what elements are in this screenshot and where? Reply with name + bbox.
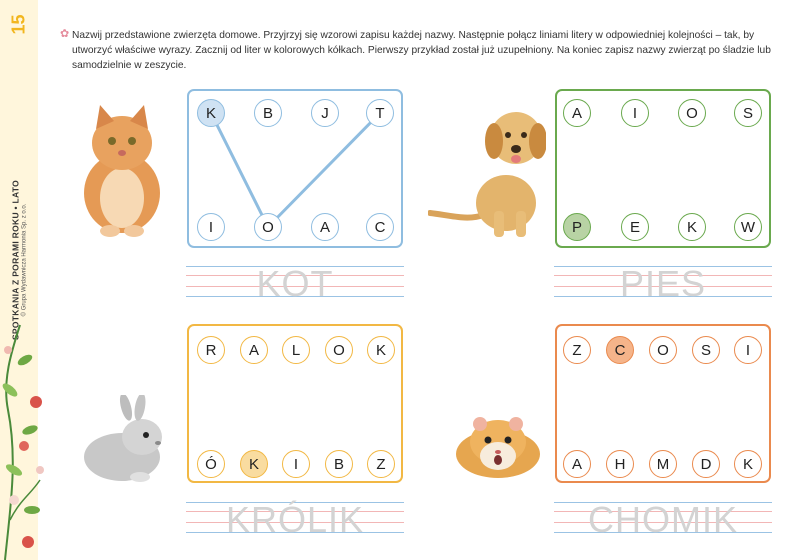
kot-letter-circle[interactable]: K xyxy=(197,99,225,127)
krolik-letter-circle[interactable]: B xyxy=(325,450,353,478)
bullet-icon: ✿ xyxy=(60,28,70,40)
chomik-letter-circle[interactable]: O xyxy=(649,336,677,364)
pies-letter-circle[interactable]: E xyxy=(621,213,649,241)
pies-trace-word: PIES xyxy=(619,263,707,304)
pies-letter-circle[interactable]: P xyxy=(563,213,591,241)
krolik-letter-circle[interactable]: L xyxy=(282,336,310,364)
series-label xyxy=(11,180,28,340)
pies-letter-circle[interactable]: A xyxy=(563,99,591,127)
chomik-letter-circle[interactable]: S xyxy=(692,336,720,364)
instruction-paragraph: Nazwij przedstawione zwierzęta domowe. Przyjrzyj się wzorowi zapisu każdej nazwy. Następnie połącz liniami litery w odpowiedniej kolejności – tak, by utworzyć właściwe wyrazy. Zacznij od liter w kolorowych kółkach. Pierwszy przykład został już uzupełniony. Na koniec zapisz nazwy zwierząt po śladzie lub samodzielnie w zeszycie. xyxy=(72,30,771,71)
pies-letter-circle[interactable]: I xyxy=(621,99,649,127)
flower-decoration-icon xyxy=(0,320,50,560)
chomik-letter-circle[interactable]: K xyxy=(734,450,762,478)
pies-letter-circle[interactable]: W xyxy=(734,213,762,241)
krolik-letter-circle[interactable]: K xyxy=(367,336,395,364)
chomik-letter-circle[interactable]: I xyxy=(734,336,762,364)
page-number: 15 xyxy=(8,14,29,35)
krolik-letter-circle[interactable]: K xyxy=(240,450,268,478)
kot-letter-circle[interactable]: C xyxy=(366,213,394,241)
chomik-trace-word: CHOMIK xyxy=(588,499,738,540)
kot-letter-circle[interactable]: T xyxy=(366,99,394,127)
series-title: SPOTKANIA Z PORAMI ROKU • LATO xyxy=(10,179,21,341)
pies-letter-circle[interactable]: S xyxy=(734,99,762,127)
chomik-letter-circle[interactable]: H xyxy=(606,450,634,478)
kot-letter-circle[interactable]: B xyxy=(254,99,282,127)
sidebar xyxy=(0,0,38,560)
dog-image xyxy=(428,103,546,238)
chomik-letter-circle[interactable]: A xyxy=(563,450,591,478)
kot-trace-word: KOT xyxy=(256,263,334,304)
kot-letter-circle[interactable]: O xyxy=(254,213,282,241)
copyright-text: © Grupa Wydawnicza Harmonia Sp. z o.o. xyxy=(21,203,28,317)
krolik-letter-circle[interactable]: Z xyxy=(367,450,395,478)
hamster-image xyxy=(452,410,544,480)
chomik-letter-circle[interactable]: C xyxy=(606,336,634,364)
krolik-trace-word: KRÓLIK xyxy=(225,499,365,540)
kot-letter-circle[interactable]: A xyxy=(311,213,339,241)
kot-letter-circle[interactable]: J xyxy=(311,99,339,127)
instruction-text xyxy=(60,28,772,73)
kot-letter-circle[interactable]: I xyxy=(197,213,225,241)
krolik-letter-circle[interactable]: I xyxy=(282,450,310,478)
pies-letter-circle[interactable]: O xyxy=(678,99,706,127)
krolik-letter-circle[interactable]: R xyxy=(197,336,225,364)
krolik-letter-circle[interactable]: O xyxy=(325,336,353,364)
cat-image xyxy=(72,103,170,238)
krolik-letter-circle[interactable]: Ó xyxy=(197,450,225,478)
krolik-letter-circle[interactable]: A xyxy=(240,336,268,364)
chomik-letter-circle[interactable]: Z xyxy=(563,336,591,364)
pies-letter-circle[interactable]: K xyxy=(678,213,706,241)
rabbit-image xyxy=(80,395,170,485)
chomik-letter-circle[interactable]: D xyxy=(692,450,720,478)
chomik-letter-circle[interactable]: M xyxy=(649,450,677,478)
